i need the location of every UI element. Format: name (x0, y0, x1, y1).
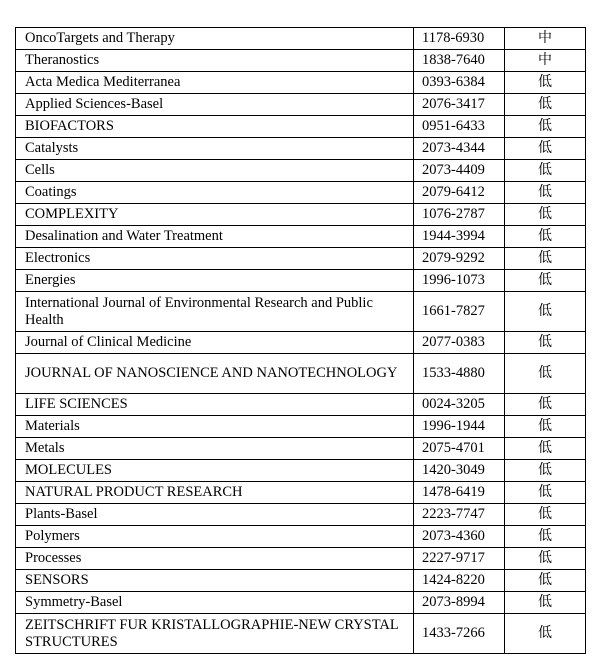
table-row (16, 526, 586, 548)
level-cell: 低 (505, 182, 586, 204)
journal-name-cell: Acta Medica Mediterranea (16, 72, 414, 94)
table-row (16, 182, 586, 204)
issn-cell: 2227-9717 (414, 548, 505, 570)
journal-name-cell: JOURNAL OF NANOSCIENCE AND NANOTECHNOLOGY (16, 354, 414, 394)
table-row (16, 28, 586, 50)
journal-name-cell: Coatings (16, 182, 414, 204)
table-row (16, 226, 586, 248)
journal-name-cell: Energies (16, 270, 414, 292)
level-cell: 低 (505, 438, 586, 460)
issn-cell: 1178-6930 (414, 28, 505, 50)
journal-table-body (16, 28, 586, 654)
issn-cell: 2073-4360 (414, 526, 505, 548)
level-cell: 低 (505, 526, 586, 548)
journal-name-cell: Processes (16, 548, 414, 570)
table-row (16, 482, 586, 504)
journal-name-cell: Plants-Basel (16, 504, 414, 526)
journal-name-cell: Journal of Clinical Medicine (16, 332, 414, 354)
table-row (16, 438, 586, 460)
journal-name-cell: OncoTargets and Therapy (16, 28, 414, 50)
journal-name-cell: International Journal of Environmental Research and Public Health (16, 292, 414, 332)
journal-name-cell: SENSORS (16, 570, 414, 592)
level-cell: 低 (505, 394, 586, 416)
issn-cell: 2079-9292 (414, 248, 505, 270)
level-cell: 低 (505, 204, 586, 226)
journal-name-cell: MOLECULES (16, 460, 414, 482)
issn-cell: 0951-6433 (414, 116, 505, 138)
issn-cell: 2223-7747 (414, 504, 505, 526)
journal-name-cell: Polymers (16, 526, 414, 548)
level-cell: 低 (505, 116, 586, 138)
issn-cell: 1661-7827 (414, 292, 505, 332)
level-cell: 低 (505, 570, 586, 592)
level-cell: 低 (505, 592, 586, 614)
journal-name-cell: Symmetry-Basel (16, 592, 414, 614)
issn-cell: 2079-6412 (414, 182, 505, 204)
issn-cell: 1076-2787 (414, 204, 505, 226)
issn-cell: 2073-8994 (414, 592, 505, 614)
level-cell: 低 (505, 72, 586, 94)
journal-name-cell: Desalination and Water Treatment (16, 226, 414, 248)
table-row (16, 270, 586, 292)
level-cell: 低 (505, 416, 586, 438)
issn-cell: 2077-0383 (414, 332, 505, 354)
table-row (16, 592, 586, 614)
table-row (16, 548, 586, 570)
table-row (16, 72, 586, 94)
journal-name-cell: Electronics (16, 248, 414, 270)
journal-name-cell: Applied Sciences-Basel (16, 94, 414, 116)
journal-name-cell: Materials (16, 416, 414, 438)
table-row (16, 292, 586, 332)
table-row (16, 50, 586, 72)
issn-cell: 0024-3205 (414, 394, 505, 416)
level-cell: 低 (505, 94, 586, 116)
table-row (16, 570, 586, 592)
level-cell: 中 (505, 28, 586, 50)
journal-name-cell: Theranostics (16, 50, 414, 72)
journal-name-cell: LIFE SCIENCES (16, 394, 414, 416)
issn-cell: 1533-4880 (414, 354, 505, 394)
table-row (16, 416, 586, 438)
journal-name-cell: ZEITSCHRIFT FUR KRISTALLOGRAPHIE-NEW CRYSTAL STRUCTURES (16, 614, 414, 654)
issn-cell: 2073-4409 (414, 160, 505, 182)
level-cell: 低 (505, 354, 586, 394)
table-row (16, 160, 586, 182)
issn-cell: 2076-3417 (414, 94, 505, 116)
issn-cell: 1838-7640 (414, 50, 505, 72)
journal-name-cell: Metals (16, 438, 414, 460)
table-row (16, 332, 586, 354)
issn-cell: 2073-4344 (414, 138, 505, 160)
table-row (16, 504, 586, 526)
issn-cell: 1420-3049 (414, 460, 505, 482)
issn-cell: 0393-6384 (414, 72, 505, 94)
level-cell: 低 (505, 138, 586, 160)
level-cell: 低 (505, 292, 586, 332)
journal-table (15, 27, 586, 654)
level-cell: 低 (505, 614, 586, 654)
table-row (16, 204, 586, 226)
issn-cell: 1433-7266 (414, 614, 505, 654)
level-cell: 低 (505, 270, 586, 292)
journal-name-cell: NATURAL PRODUCT RESEARCH (16, 482, 414, 504)
table-row (16, 354, 586, 394)
journal-name-cell: Catalysts (16, 138, 414, 160)
level-cell: 低 (505, 248, 586, 270)
table-row (16, 614, 586, 654)
level-cell: 低 (505, 226, 586, 248)
issn-cell: 1996-1944 (414, 416, 505, 438)
table-row (16, 116, 586, 138)
issn-cell: 1478-6419 (414, 482, 505, 504)
level-cell: 低 (505, 460, 586, 482)
table-row (16, 248, 586, 270)
issn-cell: 1996-1073 (414, 270, 505, 292)
level-cell: 低 (505, 482, 586, 504)
table-row (16, 94, 586, 116)
level-cell: 低 (505, 504, 586, 526)
level-cell: 中 (505, 50, 586, 72)
issn-cell: 1424-8220 (414, 570, 505, 592)
level-cell: 低 (505, 160, 586, 182)
table-row (16, 460, 586, 482)
journal-name-cell: COMPLEXITY (16, 204, 414, 226)
issn-cell: 1944-3994 (414, 226, 505, 248)
level-cell: 低 (505, 548, 586, 570)
journal-name-cell: Cells (16, 160, 414, 182)
table-row (16, 394, 586, 416)
journal-name-cell: BIOFACTORS (16, 116, 414, 138)
issn-cell: 2075-4701 (414, 438, 505, 460)
table-row (16, 138, 586, 160)
level-cell: 低 (505, 332, 586, 354)
